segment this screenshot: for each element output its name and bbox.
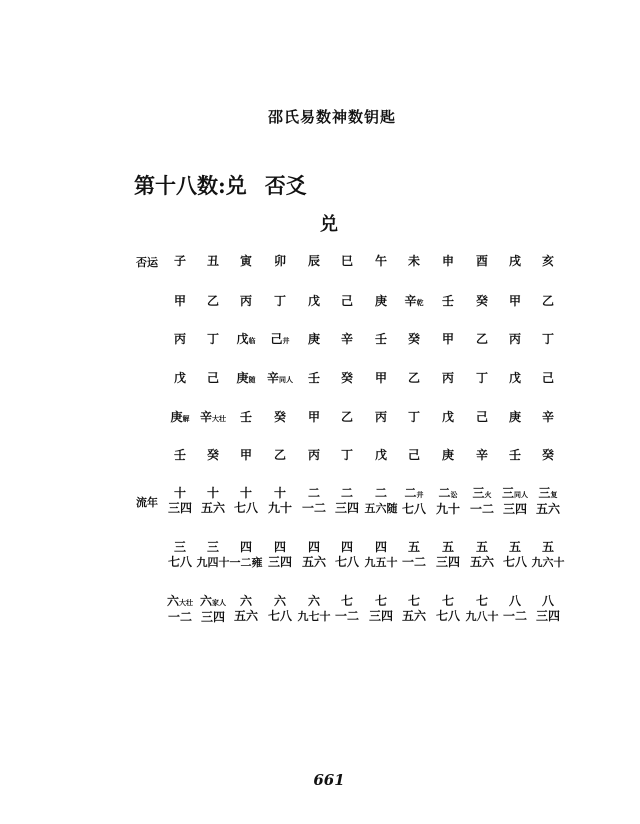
stem-char: 丙 (508, 332, 521, 346)
stem-cell (397, 294, 431, 310)
year-units: 九五十 (364, 556, 398, 569)
year-tens-char: 六 (273, 594, 286, 608)
hexagram-note: 大壮 (179, 598, 193, 607)
year-cell (498, 540, 532, 570)
stem-char: 壬 (508, 448, 521, 462)
year-tens-char: 十 (239, 486, 252, 500)
year-cell (531, 540, 565, 570)
stem-cell (196, 371, 230, 386)
trigram-title: 兑 (320, 214, 338, 235)
branch-cell: 未 (407, 254, 420, 268)
stem-char: 戊 (374, 448, 387, 462)
year-tens (163, 540, 197, 555)
year-units: 五六 (469, 555, 494, 569)
year-cell (364, 594, 398, 624)
stem-char: 甲 (307, 410, 320, 424)
year-units: 七八 (167, 555, 192, 569)
year-cell (364, 486, 398, 516)
year-tens (196, 486, 230, 501)
year-units: 一二雍 (229, 556, 263, 569)
stem-cell (297, 332, 331, 347)
year-units: 一二 (401, 555, 426, 569)
year-tens-char: 二 (340, 486, 353, 500)
stem-char: 癸 (206, 448, 219, 462)
year-cell (229, 594, 263, 624)
stem-cell (397, 448, 431, 463)
stem-char: 丙 (239, 294, 252, 308)
stem-char: 庚 (236, 371, 249, 385)
stem-cell (229, 294, 263, 309)
year-units: 五六 (301, 555, 326, 569)
hexagram-note: 井 (416, 490, 424, 499)
stem-cell (229, 332, 263, 348)
stem-cell (263, 410, 297, 425)
hexagram-note: 家人 (212, 598, 226, 607)
year-tens (531, 486, 565, 502)
year-tens (465, 540, 499, 555)
year-units: 九十 (435, 502, 460, 516)
year-cell (196, 486, 230, 516)
year-tens (431, 540, 465, 555)
year-tens-char: 七 (441, 594, 454, 608)
stem-cell (196, 410, 230, 426)
stem-cell (431, 332, 465, 347)
year-tens-char: 五 (541, 540, 554, 554)
year-cell (196, 594, 230, 625)
year-tens (229, 594, 263, 609)
year-units: 七八 (502, 555, 527, 569)
stem-char: 己 (541, 371, 554, 385)
year-tens (263, 594, 297, 609)
year-tens-char: 七 (374, 594, 387, 608)
year-units: 九七十 (297, 610, 331, 623)
stem-char: 己 (270, 332, 283, 346)
stem-cell (431, 371, 465, 386)
year-tens (431, 486, 465, 502)
year-tens-char: 六 (307, 594, 320, 608)
page-number: 661 (313, 771, 345, 789)
stem-cell (498, 371, 532, 386)
year-cell (531, 594, 565, 624)
year-tens (163, 486, 197, 501)
stem-char: 辛 (404, 294, 417, 308)
stem-cell (431, 410, 465, 425)
year-units: 一二 (301, 501, 326, 515)
year-tens-char: 二 (374, 486, 387, 500)
stem-cell (498, 410, 532, 425)
hexagram-note: 复 (550, 490, 558, 499)
year-cell (229, 486, 263, 516)
stem-char: 乙 (206, 294, 219, 308)
year-tens (531, 540, 565, 555)
stem-char: 戊 (173, 371, 186, 385)
stem-cell (465, 410, 499, 425)
chapter-title: 第十八数:兑 (134, 173, 247, 198)
stem-char: 戊 (307, 294, 320, 308)
year-units: 五六随 (364, 502, 398, 515)
stem-char: 甲 (173, 294, 186, 308)
hexagram-note: 解 (182, 414, 190, 423)
branch-cell: 戌 (508, 254, 521, 268)
hexagram-note: 临 (248, 336, 256, 345)
stem-cell (196, 332, 230, 347)
year-tens-char: 十 (173, 486, 186, 500)
stem-cell (531, 371, 565, 386)
stem-char: 庚 (508, 410, 521, 424)
year-cell (531, 486, 565, 517)
stem-cell (163, 294, 197, 309)
year-units: 一二 (502, 609, 527, 623)
year-cell (397, 540, 431, 570)
year-cell (397, 486, 431, 517)
stem-cell (397, 410, 431, 425)
stem-char: 戊 (508, 371, 521, 385)
year-units: 七八 (401, 502, 426, 516)
branch-cell: 酉 (475, 254, 488, 268)
stem-cell (229, 448, 263, 463)
stem-char: 辛 (199, 410, 212, 424)
stem-char: 癸 (407, 332, 420, 346)
stem-cell (263, 294, 297, 309)
stem-cell (431, 448, 465, 463)
year-cell (263, 486, 297, 516)
stem-char: 壬 (173, 448, 186, 462)
year-units: 九八十 (465, 610, 499, 623)
year-units: 九六十 (531, 556, 565, 569)
stem-char: 甲 (441, 332, 454, 346)
stem-cell (465, 448, 499, 463)
year-cell (431, 540, 465, 570)
hexagram-note: 火 (484, 490, 492, 499)
year-tens (196, 594, 230, 610)
year-units: 一二 (334, 609, 359, 623)
hexagram-note: 大壮 (212, 414, 226, 423)
stem-cell (431, 294, 465, 309)
page-header: 邵氏易数神数钥匙 (267, 108, 396, 126)
stem-char: 丙 (441, 371, 454, 385)
stem-char: 辛 (475, 448, 488, 462)
stem-char: 癸 (541, 448, 554, 462)
year-tens-char: 四 (307, 540, 320, 554)
year-cell (229, 540, 263, 570)
year-units: 三四 (535, 609, 560, 623)
hexagram-note: 同人 (279, 375, 293, 384)
year-tens-char: 三 (538, 486, 551, 500)
branch-cell: 申 (441, 254, 454, 268)
year-tens-char: 十 (273, 486, 286, 500)
year-tens-char: 七 (407, 594, 420, 608)
stem-cell (196, 294, 230, 309)
year-cell (297, 594, 331, 624)
year-tens-char: 五 (475, 540, 488, 554)
year-units: 九四十 (196, 556, 230, 569)
stem-cell (229, 410, 263, 425)
hexagram-note: 讼 (450, 490, 458, 499)
stem-cell (163, 332, 197, 347)
year-tens-char: 三 (472, 486, 485, 500)
branch-cell: 巳 (340, 254, 353, 268)
stem-char: 乙 (407, 371, 420, 385)
stem-cell (465, 332, 499, 347)
stem-cell (330, 332, 364, 347)
year-tens (465, 594, 499, 609)
stem-cell (465, 371, 499, 386)
year-tens (397, 594, 431, 609)
year-units: 五六 (233, 609, 258, 623)
year-tens-char: 七 (475, 594, 488, 608)
year-tens (229, 486, 263, 501)
year-tens (498, 486, 532, 502)
year-tens (397, 540, 431, 555)
year-units: 五六 (200, 501, 225, 515)
year-tens (163, 594, 197, 610)
stem-cell (163, 410, 197, 426)
stem-char: 庚 (441, 448, 454, 462)
year-tens (465, 486, 499, 502)
year-units: 三四 (167, 501, 192, 515)
year-cell (431, 486, 465, 517)
stem-char: 庚 (170, 410, 183, 424)
year-cell (465, 594, 499, 624)
stem-char: 己 (340, 294, 353, 308)
year-tens-char: 十 (206, 486, 219, 500)
stem-char: 壬 (374, 332, 387, 346)
stem-char: 庚 (307, 332, 320, 346)
year-cell (431, 594, 465, 624)
year-tens (531, 594, 565, 609)
year-tens-char: 五 (441, 540, 454, 554)
year-tens (263, 486, 297, 501)
year-tens (229, 540, 263, 555)
branch-cell: 亥 (541, 254, 554, 268)
year-units: 三四 (334, 501, 359, 515)
year-cell (263, 594, 297, 624)
stem-char: 乙 (475, 332, 488, 346)
year-tens-char: 五 (508, 540, 521, 554)
hexagram-note: 同人 (514, 490, 528, 499)
year-units: 九十 (267, 501, 292, 515)
year-tens (364, 486, 398, 501)
stem-cell (364, 410, 398, 425)
year-tens (431, 594, 465, 609)
year-tens (397, 486, 431, 502)
year-units: 五六 (535, 502, 560, 516)
chapter-heading (134, 170, 307, 200)
year-tens (263, 540, 297, 555)
year-cell (330, 540, 364, 570)
stem-char: 甲 (508, 294, 521, 308)
stem-cell (330, 410, 364, 425)
year-units: 三四 (435, 555, 460, 569)
year-cell (263, 540, 297, 570)
stem-char: 乙 (541, 294, 554, 308)
stem-cell (229, 371, 263, 387)
stem-cell (263, 371, 297, 387)
stem-cell (397, 332, 431, 347)
year-tens (330, 540, 364, 555)
year-tens (364, 540, 398, 555)
stem-cell (531, 410, 565, 425)
year-units: 七八 (233, 501, 258, 515)
year-units: 三四 (200, 610, 225, 624)
branch-cell: 子 (173, 254, 186, 268)
year-cell (163, 540, 197, 570)
stem-cell (498, 332, 532, 347)
stem-cell (297, 448, 331, 463)
year-units: 三四 (502, 502, 527, 516)
stem-char: 丁 (206, 332, 219, 346)
stem-char: 乙 (273, 448, 286, 462)
stem-char: 壬 (307, 371, 320, 385)
stem-char: 辛 (541, 410, 554, 424)
stem-char: 丁 (340, 448, 353, 462)
stem-char: 壬 (441, 294, 454, 308)
year-cell (330, 486, 364, 516)
hexagram-name: 否爻 (264, 173, 307, 198)
stem-char: 己 (206, 371, 219, 385)
year-units: 一二 (167, 610, 192, 624)
year-tens-char: 二 (404, 486, 417, 500)
stem-cell (531, 294, 565, 309)
stem-char: 甲 (239, 448, 252, 462)
stem-char: 癸 (475, 294, 488, 308)
stem-char: 乙 (340, 410, 353, 424)
year-tens-char: 四 (273, 540, 286, 554)
stem-char: 己 (475, 410, 488, 424)
year-tens-char: 六 (166, 594, 179, 608)
branch-cell: 卯 (273, 254, 286, 268)
year-tens (297, 486, 331, 501)
stem-cell (263, 332, 297, 348)
year-units: 三四 (368, 609, 393, 623)
year-cell (364, 540, 398, 570)
stem-cell (465, 294, 499, 309)
stem-char: 戊 (441, 410, 454, 424)
stem-char: 丁 (273, 294, 286, 308)
year-cell (498, 594, 532, 624)
stem-cell (531, 448, 565, 463)
year-tens-char: 七 (340, 594, 353, 608)
stem-cell (330, 448, 364, 463)
stem-cell (498, 448, 532, 463)
stem-cell (498, 294, 532, 309)
year-tens-char: 八 (541, 594, 554, 608)
stem-cell (330, 371, 364, 386)
year-units: 七八 (435, 609, 460, 623)
year-tens (196, 540, 230, 555)
stem-cell (364, 448, 398, 463)
year-cell (196, 540, 230, 570)
stem-char: 壬 (239, 410, 252, 424)
stem-char: 辛 (266, 371, 279, 385)
stem-char: 丙 (173, 332, 186, 346)
stem-char: 丙 (307, 448, 320, 462)
year-tens-char: 三 (173, 540, 186, 554)
year-tens-char: 六 (199, 594, 212, 608)
stem-char: 辛 (340, 332, 353, 346)
year-tens-char: 六 (239, 594, 252, 608)
year-cell (465, 540, 499, 570)
stem-cell (163, 448, 197, 463)
stem-cell (330, 294, 364, 309)
year-tens (498, 594, 532, 609)
stem-cell (163, 371, 197, 386)
year-cell (297, 540, 331, 570)
year-tens-char: 三 (206, 540, 219, 554)
stem-cell (196, 448, 230, 463)
year-tens-char: 四 (374, 540, 387, 554)
stem-cell (364, 294, 398, 309)
year-tens (330, 594, 364, 609)
year-units: 五六 (401, 609, 426, 623)
stem-cell (297, 371, 331, 386)
dayun-label: 否运 (136, 256, 158, 269)
branch-cell: 午 (374, 254, 387, 268)
stem-cell (263, 448, 297, 463)
hexagram-note: 随 (248, 375, 256, 384)
year-cell (297, 486, 331, 516)
year-units: 七八 (267, 609, 292, 623)
year-tens-char: 四 (340, 540, 353, 554)
year-cell (498, 486, 532, 517)
stem-char: 丁 (407, 410, 420, 424)
branch-cell: 丑 (206, 254, 219, 268)
year-units: 三四 (267, 555, 292, 569)
stem-cell (531, 332, 565, 347)
stem-char: 戊 (236, 332, 249, 346)
stem-char: 癸 (273, 410, 286, 424)
hexagram-note: 乾 (416, 298, 424, 307)
year-tens (364, 594, 398, 609)
year-tens (297, 594, 331, 609)
branch-cell: 寅 (239, 254, 252, 268)
stem-cell (364, 332, 398, 347)
stem-cell (364, 371, 398, 386)
stem-char: 丙 (374, 410, 387, 424)
year-tens-char: 八 (508, 594, 521, 608)
stem-cell (297, 294, 331, 309)
year-tens-char: 五 (407, 540, 420, 554)
year-tens-char: 二 (307, 486, 320, 500)
year-cell (465, 486, 499, 517)
stem-char: 丁 (541, 332, 554, 346)
year-units: 七八 (334, 555, 359, 569)
year-tens-char: 四 (239, 540, 252, 554)
year-tens (330, 486, 364, 501)
year-units: 一二 (469, 502, 494, 516)
year-tens (498, 540, 532, 555)
year-cell (330, 594, 364, 624)
stem-char: 己 (407, 448, 420, 462)
hexagram-note: 井 (282, 336, 290, 345)
year-cell (397, 594, 431, 624)
liunian-label: 流年 (136, 496, 158, 509)
branch-cell: 辰 (307, 254, 320, 268)
stem-cell (397, 371, 431, 386)
stem-char: 庚 (374, 294, 387, 308)
stem-char: 癸 (340, 371, 353, 385)
year-cell (163, 594, 197, 625)
year-tens-char: 二 (438, 486, 451, 500)
stem-cell (297, 410, 331, 425)
stem-char: 丁 (475, 371, 488, 385)
year-cell (163, 486, 197, 516)
year-tens (297, 540, 331, 555)
year-tens-char: 三 (501, 486, 514, 500)
stem-char: 甲 (374, 371, 387, 385)
